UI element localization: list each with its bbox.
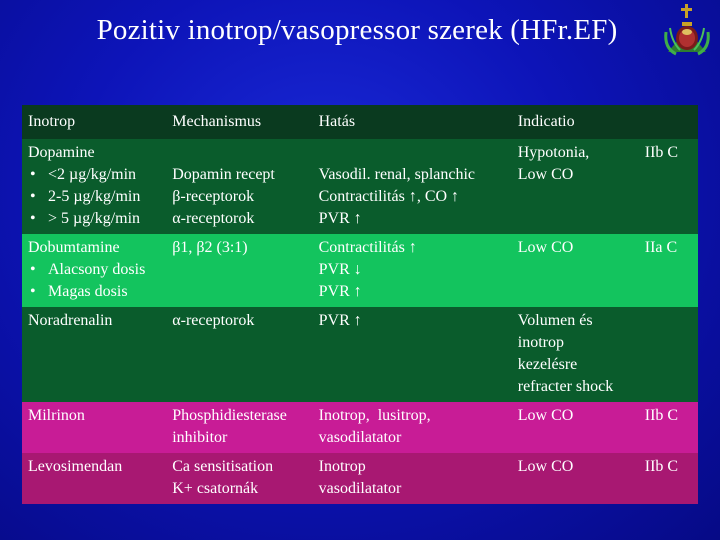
indication-line: Volumen és: [517, 312, 593, 329]
indication-line: Hypotonia,: [517, 144, 590, 161]
effect-cell: [313, 139, 512, 234]
effect-line: vasodilatator: [318, 480, 402, 497]
effect-line: Vasodil. renal, splanchic: [318, 166, 476, 183]
mechanism-cell: [166, 139, 312, 234]
header-hatas: Hatás: [313, 105, 512, 139]
drug-name: Levosimendan: [22, 453, 166, 504]
class-cell: IIb C: [639, 139, 698, 234]
mechanism-line: Ca sensitisation: [172, 458, 274, 475]
table-row-levosimendan: [22, 453, 698, 504]
effect-line: Inotrop: [318, 458, 366, 475]
class-cell: [639, 307, 698, 402]
class-cell: IIa C: [639, 234, 698, 307]
indication-cell: [512, 139, 639, 234]
table-row-dobutamine: [22, 234, 698, 307]
mechanism-cell: [166, 453, 312, 504]
effect-line: PVR ↑: [318, 210, 362, 227]
list-item: • Magas dosis: [30, 283, 128, 300]
effect-cell: [313, 453, 512, 504]
mechanism-line: K+ csatornák: [172, 480, 259, 497]
inotrop-table: [22, 105, 698, 504]
effect-line: PVR ↓: [318, 261, 362, 278]
table-row-noradrenalin: [22, 307, 698, 402]
list-item: • 2-5 µg/kg/min: [30, 188, 141, 205]
drug-name: Dopamine: [28, 144, 95, 161]
header-indicatio: Indicatio: [512, 105, 639, 139]
indication-cell: [512, 307, 639, 402]
slide-title-text: Pozitiv inotrop/vasopressor szerek (HFr.EF): [96, 14, 618, 46]
mechanism-line: Dopamin recept: [172, 166, 275, 183]
indication-cell: Low CO: [512, 234, 639, 307]
slide-title: [0, 14, 720, 47]
coat-of-arms-icon: [660, 2, 714, 60]
class-cell: IIb C: [639, 453, 698, 504]
effect-line: Inotrop, lusitrop,: [318, 407, 431, 424]
effect-cell: PVR ↑: [313, 307, 512, 402]
table-row-milrinon: [22, 402, 698, 453]
mechanism-cell: α-receptorok: [166, 307, 312, 402]
list-item: • Alacsony dosis: [30, 261, 146, 278]
drug-cell: [22, 234, 166, 307]
header-class: [639, 105, 698, 139]
mechanism-cell: β1, β2 (3:1): [166, 234, 312, 307]
header-mechanismus: Mechanismus: [166, 105, 312, 139]
effect-line: vasodilatator: [318, 429, 402, 446]
indication-cell: Low CO: [512, 453, 639, 504]
drug-name: Dobumtamine: [28, 239, 120, 256]
effect-cell: [313, 402, 512, 453]
indication-cell: Low CO: [512, 402, 639, 453]
list-item: • > 5 µg/kg/min: [30, 210, 141, 227]
table-header-row: [22, 105, 698, 139]
mechanism-line: α-receptorok: [172, 210, 255, 227]
effect-line: Contractilitás ↑: [318, 239, 417, 256]
effect-line: Contractilitás ↑, CO ↑: [318, 188, 460, 205]
indication-line: refracter shock: [517, 378, 614, 395]
indication-line: kezelésre: [517, 356, 578, 373]
mechanism-cell: [166, 402, 312, 453]
table-row-dopamine: [22, 139, 698, 234]
effect-cell: [313, 234, 512, 307]
drug-name: Noradrenalin: [22, 307, 166, 402]
mechanism-line: inhibitor: [172, 429, 228, 446]
effect-line: PVR ↑: [318, 283, 362, 300]
mechanism-line: β-receptorok: [172, 188, 255, 205]
class-cell: IIb C: [639, 402, 698, 453]
indication-line: inotrop: [517, 334, 564, 351]
drug-cell: [22, 139, 166, 234]
mechanism-line: Phosphidiesterase: [172, 407, 287, 424]
drug-name: Milrinon: [22, 402, 166, 453]
list-item: • <2 µg/kg/min: [30, 166, 137, 183]
header-inotrop: Inotrop: [22, 105, 166, 139]
indication-line: Low CO: [517, 166, 574, 183]
